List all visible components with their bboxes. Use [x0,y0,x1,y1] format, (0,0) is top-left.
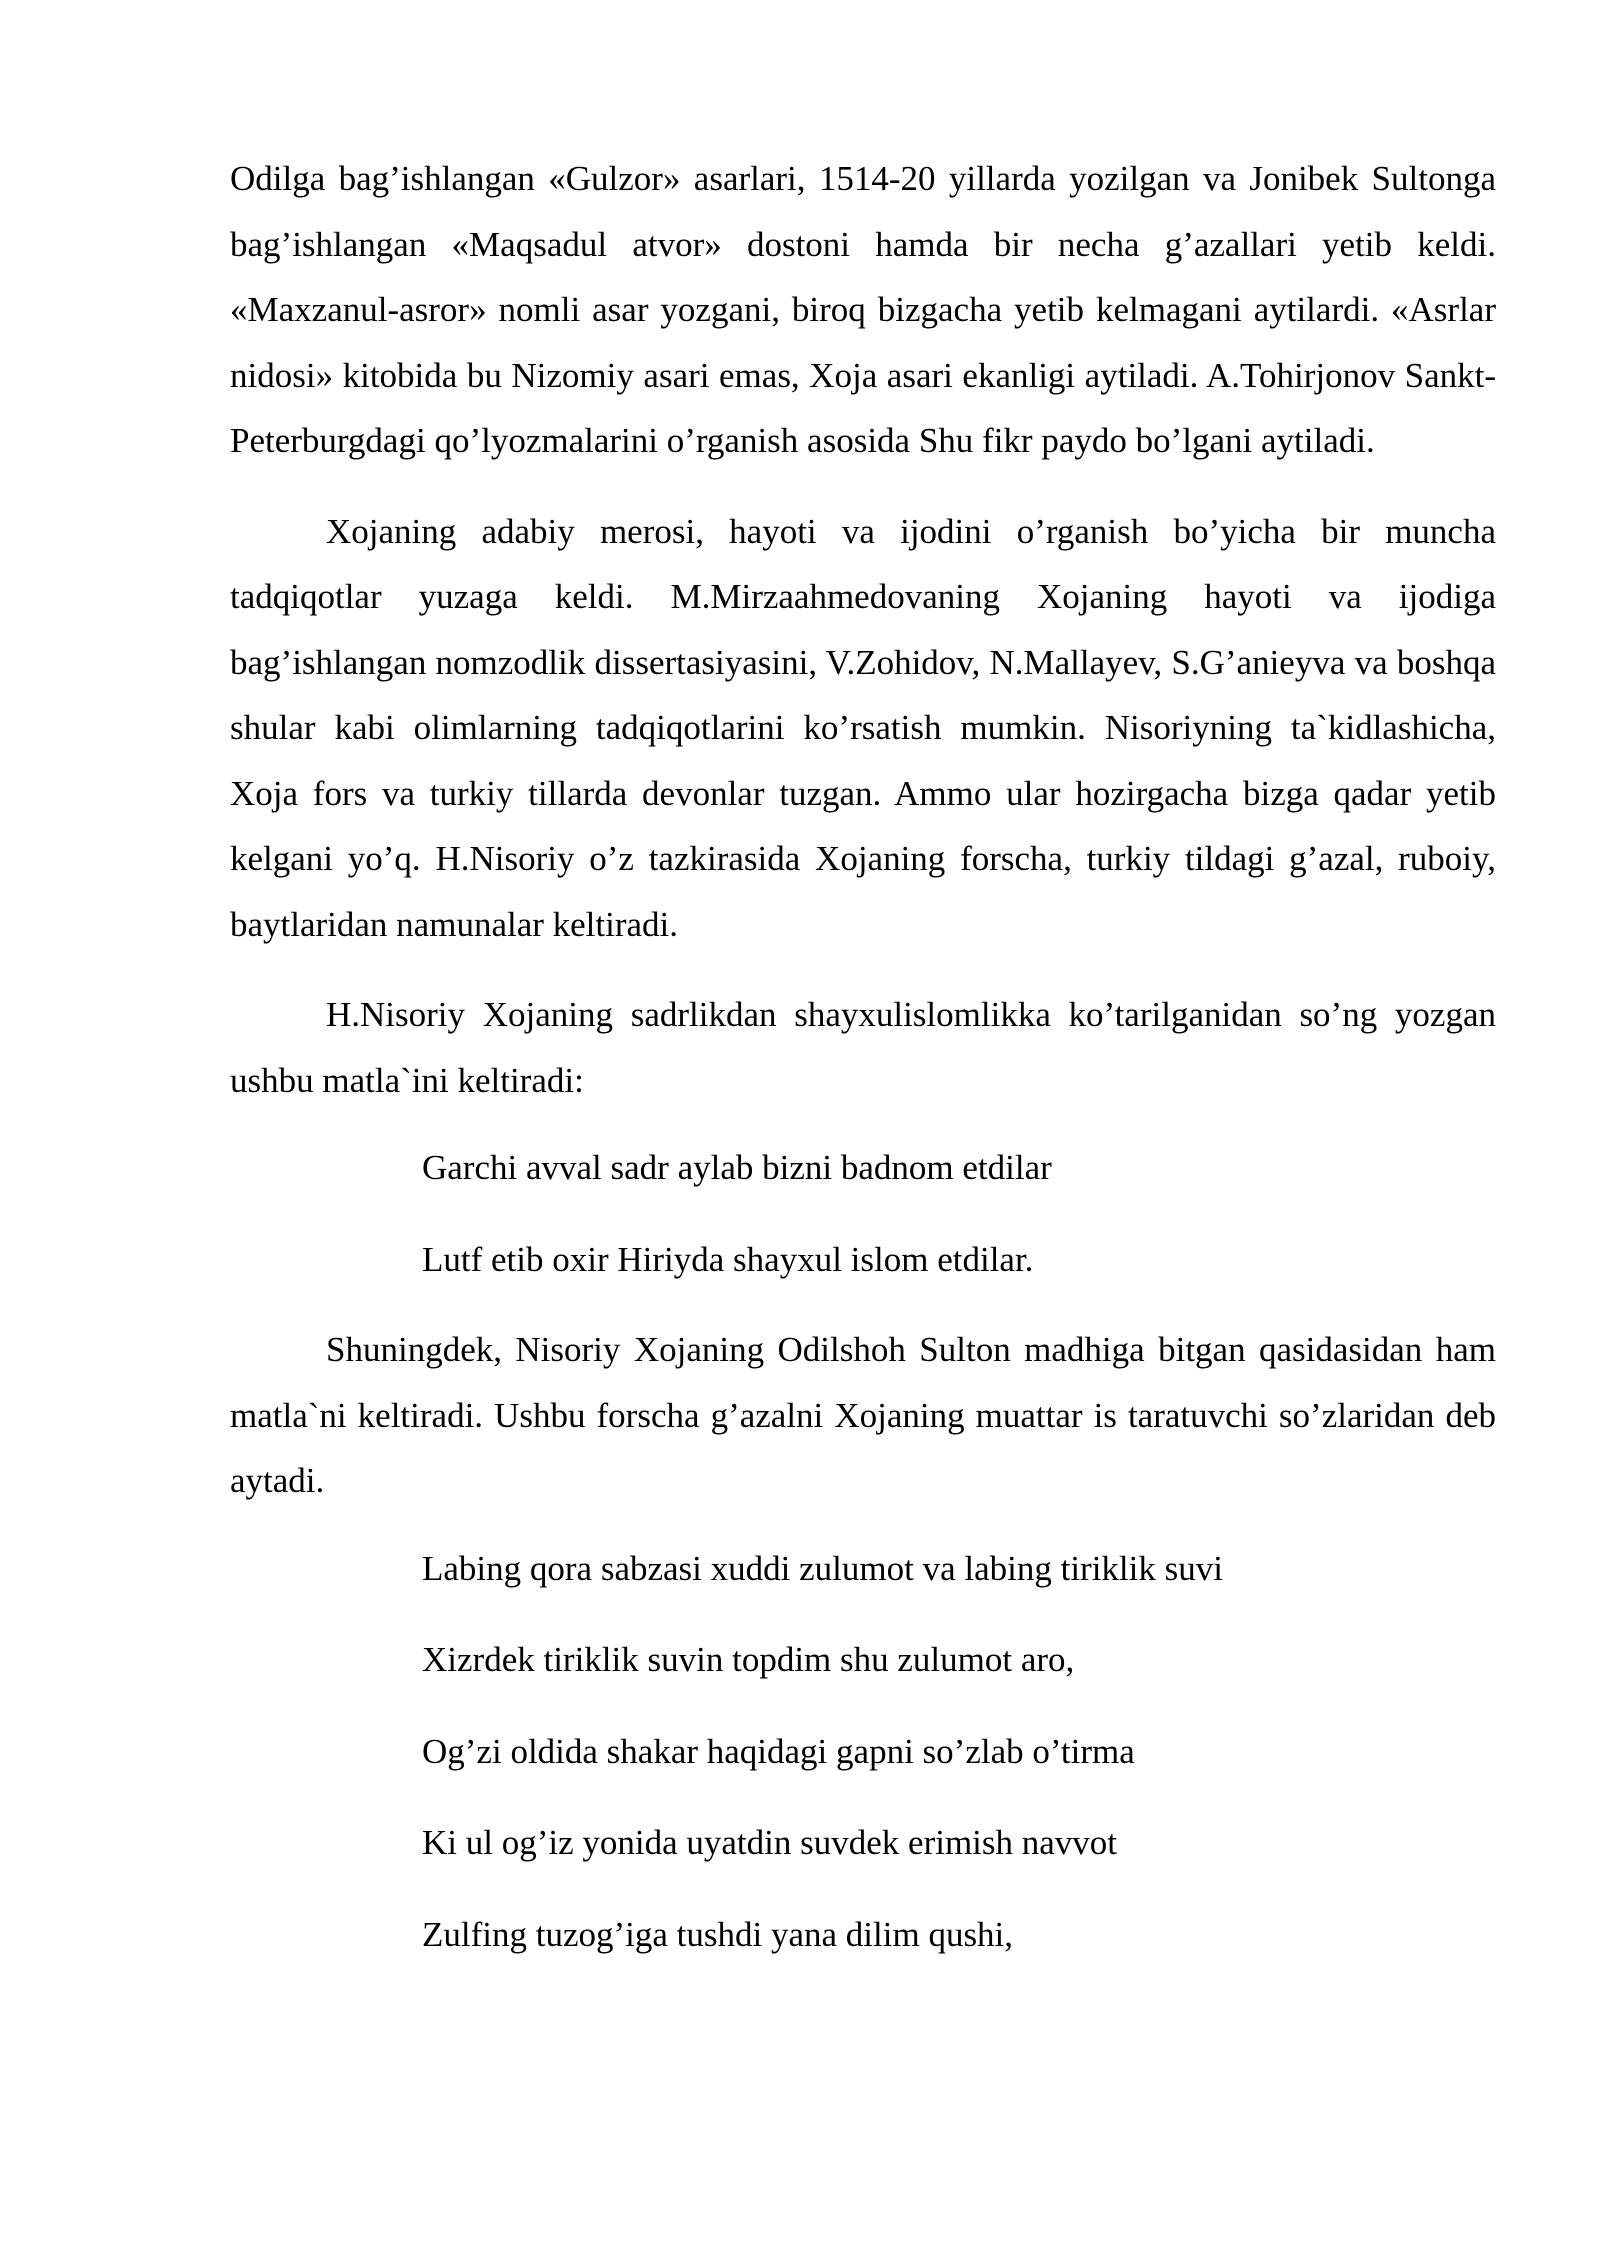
paragraph-gap [230,1292,1496,1317]
verse-line: Ki ul og’iz yonida uyatdin suvdek erimish navvot [422,1823,1118,1862]
paragraph-gulzor: Odilga bag’ishlangan «Gulzor» asarlari, 1514-20 yillarda yozilgan va Jonibek Sultonga bag’ishlangan «Maqsadul atvor» dostoni hamda bir necha g’azallari yetib keldi. «Maxzanul-asror» nomli asar yozgani, biroq bizgacha yetib kelmagani aytilardi. «Asrlar nidosi» kitobida bu Nizomiy asari emas, Xoja asari ekanligi aytiladi. A.Tohirjonov Sankt-Peterburgdagi qo’lyozmalarini o’rganish asosida Shu fikr paydo bo’lgani aytiladi. [230,159,1496,460]
verse-line: Og’zi oldida shakar haqidagi gapni so’zlab o’tirma [422,1731,1135,1771]
verse-line: Labing qora sabzasi xuddi zulumot va labing tiriklik suvi [422,1548,1223,1588]
verse-line: Garchi avval sadr aylab bizni badnom etdilar [422,1148,1052,1187]
verse-line: Zulfing tuzog’iga tushdi yana dilim qushi, [422,1914,1014,1954]
paragraph-adabiy-merosi: Xojaning adabiy merosi, hayoti va ijodini o’rganish bo’yicha bir muncha tadqiqotlar yuzaga keldi. M.Mirzaahmedovaning Xojaning hayoti va ijodiga bag’ishlangan nomzodlik dissertasiyasini, V.Zohidov, N.Mallayev, S.G’anieyva va boshqa shular kabi olimlarning tadqiqotlarini ko’rsatish mumkin. Nisoriyning ta`kidlashicha, Xoja fors va turkiy tillarda devonlar tuzgan. Ammo ular hozirgacha bizga qadar yetib kelgani yo’q. H.Nisoriy o’z tazkirasida Xojaning forscha, turkiy tildagi g’azal, ruboiy, baytlaridan namunalar keltiradi. [230,511,1496,944]
paragraph-gap [230,474,1496,499]
paragraph-gap [230,957,1496,982]
document-body [230,146,1496,1967]
paragraph-shuningdek: Shuningdek, Nisoriy Xojaning Odilshoh Sulton madhiga bitgan qasidasidan ham matla`ni keltiradi. Ushbu forscha g’azalni Xojaning muattar is taratuvchi so’zlaridan deb aytadi. [230,1330,1496,1500]
verse-line: Lutf etib oxir Hiriyda shayxul islom etdilar. [422,1239,1034,1279]
verse-line: Xizrdek tiriklik suvin topdim shu zulumot aro, [422,1640,1075,1679]
paragraph-nisoriy-matla: H.Nisoriy Xojaning sadrlikdan shayxulislomlikka ko’tarilganidan so’ng yozgan ushbu matla`ini keltiradi: [230,995,1496,1100]
verse-block-second [230,1536,1496,1968]
verse-block-first [230,1135,1496,1292]
